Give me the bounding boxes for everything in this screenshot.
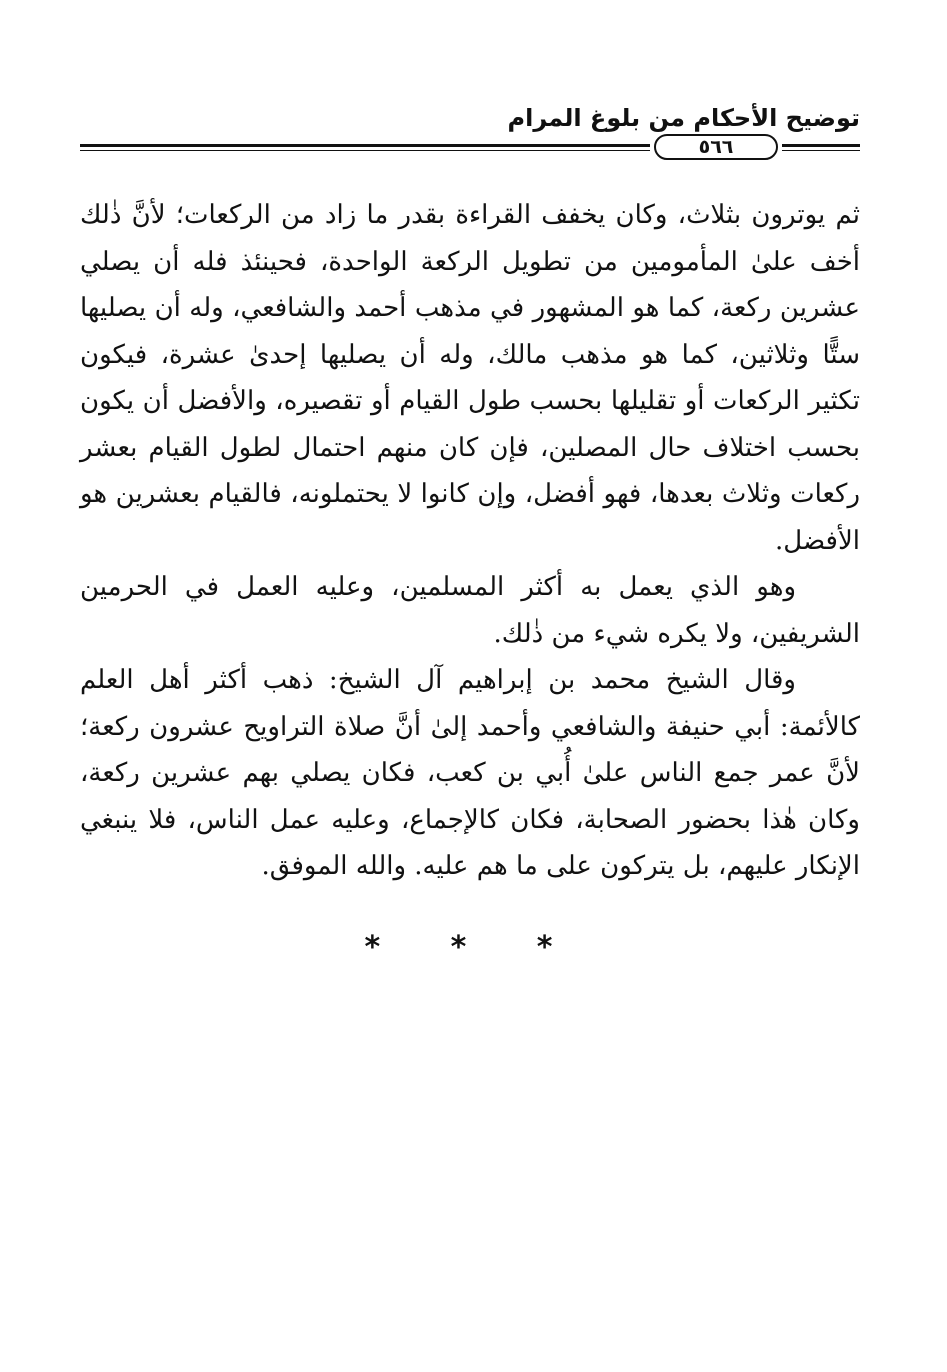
- paragraph-1: ثم يوترون بثلاث، وكان يخفف القراءة بقدر ما زاد من الركعات؛ لأنَّ ذٰلك أخف علىٰ المأمومين من تطويل الركعة الواحدة، فحينئذ فله أن يصلي عشرين ركعة، كما هو المشهور في مذهب أحمد والشافعي، وله أن يصليها ستًّا وثلاثين، كما هو مذهب مالك، وله أن يصليها إحدىٰ عشرة، فيكون تكثير الركعات أو تقليلها بحسب طول القيام أو تقصيره، والأفضل أن يكون بحسب اختلاف حال المصلين، فإن كان منهم احتمال لطول القيام بعشر ركعات وثلاث بعدها، فهو أفضل، وإن كانوا لا يحتملونه، فالقيام بعشرين هو الأفضل.: [80, 200, 860, 556]
- page-header: [80, 100, 860, 170]
- header-rule-thin-right: [782, 150, 860, 151]
- paragraph-3: وقال الشيخ محمد بن إبراهيم آل الشيخ: ذهب أكثر أهل العلم كالأئمة: أبي حنيفة والشافعي وأحمد إلىٰ أنَّ صلاة التراويح عشرون ركعة؛ لأنَّ عمر جمع الناس علىٰ أُبي بن كعب، فكان يصلي بهم عشرين ركعة، وكان هٰذا بحضور الصحابة، فكان كالإجماع، وعليه عمل الناس، فلا ينبغي الإنكار عليهم، بل يتركون على ما هم عليه. والله الموفق.: [80, 665, 860, 881]
- section-separator: * * *: [364, 930, 583, 965]
- running-title: توضيح الأحكام من بلوغ المرام: [507, 104, 860, 132]
- header-rule: [80, 134, 860, 164]
- paragraph-2: وهو الذي يعمل به أكثر المسلمين، وعليه العمل في الحرمين الشريفين، ولا يكره شيء من ذٰلك.: [80, 572, 860, 649]
- header-rule-thin-left: [80, 150, 650, 151]
- main-text: [80, 192, 860, 890]
- header-rule-thick-right: [782, 144, 860, 147]
- page-number: ٥٦٦: [654, 134, 778, 160]
- header-rule-thick-left: [80, 144, 650, 147]
